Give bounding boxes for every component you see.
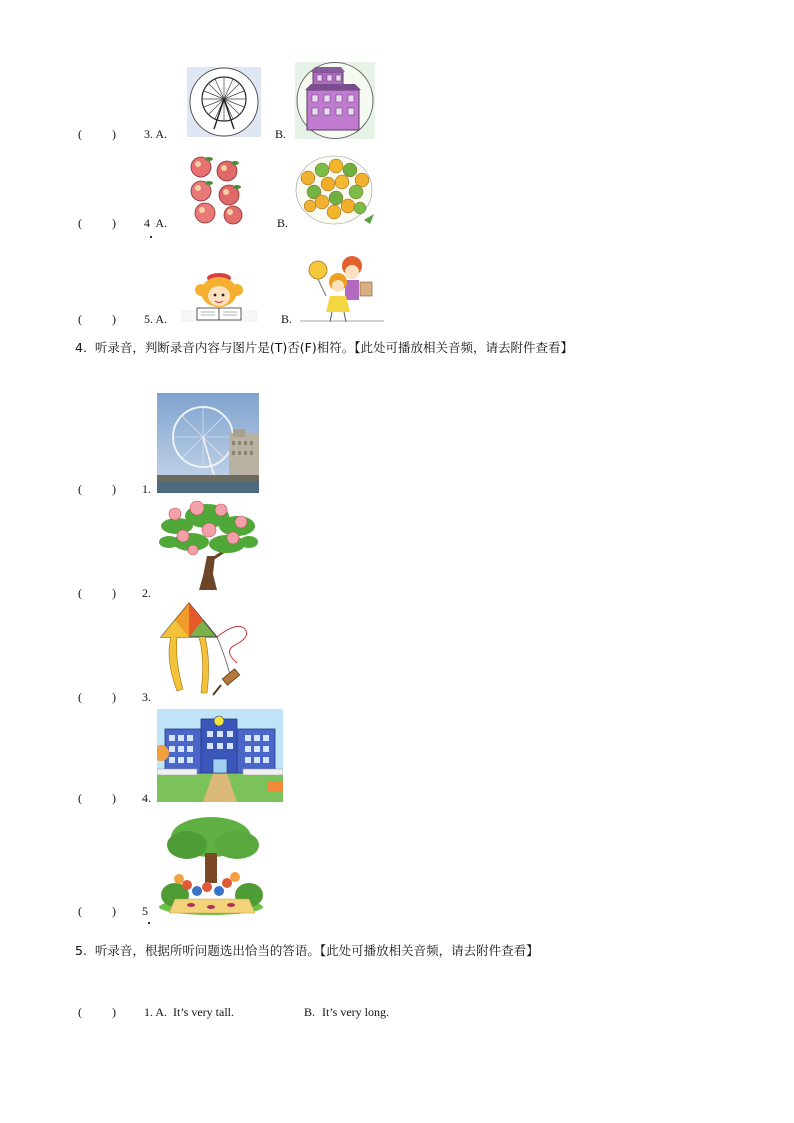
s5-question-1-label: 1. A. — [144, 1005, 168, 1019]
question-5-label: 5. A. — [144, 312, 168, 326]
answer-paren: ( ) — [78, 312, 116, 326]
answer-paren: ( ) — [78, 586, 116, 600]
stray-mark — [150, 236, 152, 238]
picnic-tree-image — [157, 815, 264, 915]
answer-paren: ( ) — [78, 1005, 116, 1019]
item-2-label: 2. — [142, 586, 151, 600]
purple-building-image — [295, 62, 375, 139]
section-5-heading: 5. 听录音，根据所听问题选出恰当的答语。【此处可播放相关音频，请去附件查看】 — [75, 943, 539, 958]
answer-paren: ( ) — [78, 482, 116, 496]
option-b-label: B. — [275, 127, 287, 141]
school-image — [157, 709, 283, 802]
s5-option-b-text: It’s very long. — [322, 1005, 389, 1019]
ferris-wheel-image — [187, 67, 261, 137]
stray-mark — [148, 922, 150, 924]
s5-option-a-text: It’s very tall. — [173, 1005, 234, 1019]
children-playing-image — [300, 252, 384, 322]
item-4-label: 4. — [142, 791, 151, 805]
answer-paren: ( ) — [78, 127, 116, 141]
london-eye-photo — [157, 393, 259, 493]
question-3-label: 3. A. — [144, 127, 168, 141]
answer-paren: ( ) — [78, 216, 116, 230]
answer-paren: ( ) — [78, 904, 116, 918]
item-1-label: 1. — [142, 482, 151, 496]
answer-paren: ( ) — [78, 791, 116, 805]
s5-option-b-label: B. — [304, 1005, 316, 1019]
peach-tree-image — [157, 496, 259, 592]
kite-image — [157, 601, 259, 699]
girl-reading-image — [181, 270, 258, 322]
oranges-image — [294, 152, 376, 229]
section-4-heading: 4. 听录音，判断录音内容与图片是(T)否(F)相符。【此处可播放相关音频，请去附件查看】 — [75, 340, 573, 355]
option-b-label: B. — [281, 312, 293, 326]
item-3-label: 3. — [142, 690, 151, 704]
answer-paren: ( ) — [78, 690, 116, 704]
option-b-label: B. — [277, 216, 289, 230]
question-4-label: 4 A. — [144, 216, 168, 230]
item-5-label: 5 — [142, 904, 148, 918]
peaches-image — [183, 151, 257, 226]
